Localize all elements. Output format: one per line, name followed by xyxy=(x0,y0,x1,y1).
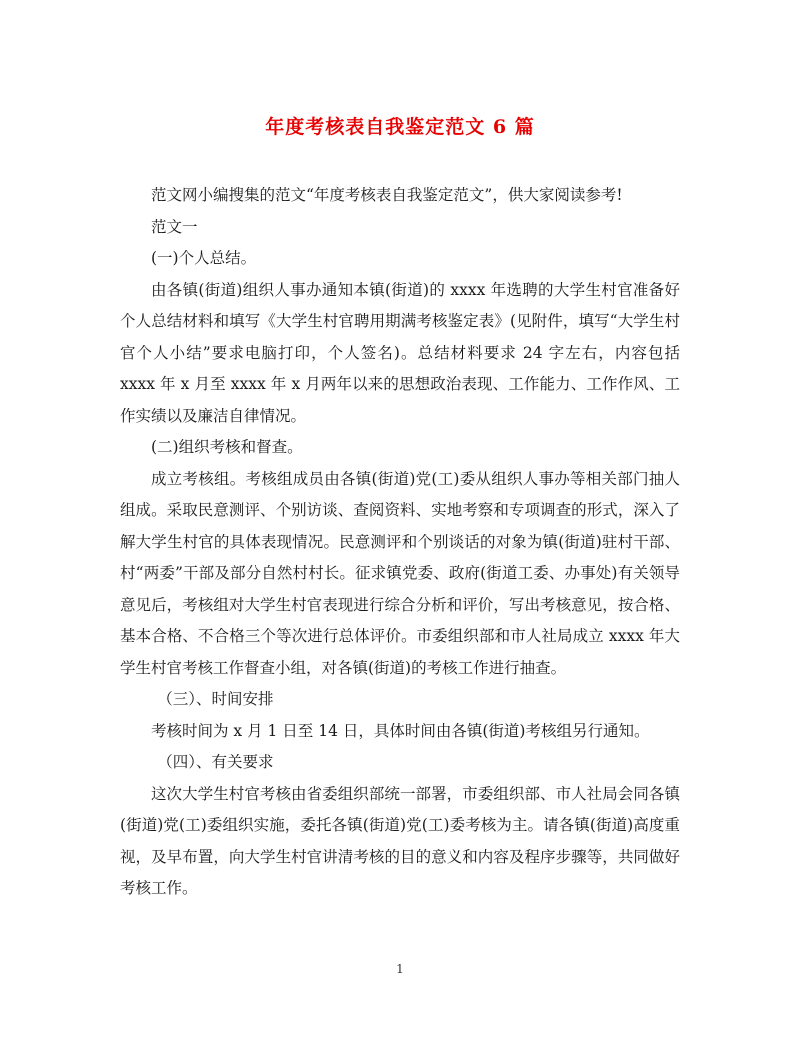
body-paragraph-4: 这次大学生村官考核由省委组织部统一部署，市委组织部、市人社局会同各镇(街道)党(工)委组织实施，委托各镇(街道)党(工)委考核为主。请各镇(街道)高度重视，及早布置，向大学生村官讲清考核的目的意义和内容及程序步骤等，共同做好考核工作。 xyxy=(120,784,680,897)
body-paragraph-2: 成立考核组。考核组成员由各镇(街道)党(工)委从组织人事办等相关部门抽人组成。采取民意测评、个别访谈、查阅资料、实地考察和专项调查的形式，深入了解大学生村官的具体表现情况。民意测评和个别谈话的对象为镇(街道)驻村干部、村“两委”干部及部分自然村村长。征求镇党委、政府(街道工委、办事处)有关领导意见后，考核组对大学生村官表现进行综合分析和评价，写出考核意见，按合格、基本合格、不合格三个等次进行总体评价。市委组织部和市人社局成立 xxxx 年大学生村官考核工作督查小组，对各镇(街道)的考核工作进行抽查。 xyxy=(120,469,680,677)
section-heading-4: （四）、有关要求 xyxy=(157,753,274,771)
section-heading-2: (二)组织考核和督查。 xyxy=(151,438,303,456)
intro-paragraph: 范文网小编搜集的范文“年度考核表自我鉴定范文”，供大家阅读参考! xyxy=(151,186,623,204)
section-heading-3: （三）、时间安排 xyxy=(157,690,274,708)
document-body xyxy=(120,180,680,905)
section-heading-1: (一)个人总结。 xyxy=(151,249,257,267)
page-number: 1 xyxy=(396,962,404,976)
document-title: 年度考核表自我鉴定范文 6 篇 xyxy=(265,116,535,138)
body-paragraph-3: 考核时间为 x 月 1 日至 14 日，具体时间由各镇(街道)考核组另行通知。 xyxy=(151,721,650,740)
sample-heading: 范文一 xyxy=(151,217,198,236)
body-paragraph-1: 由各镇(街道)组织人事办通知本镇(街道)的 xxxx 年选聘的大学生村官准备好个人总结材料和填写《大学生村官聘用期满考核鉴定表》(见附件，填写“大学生村官个人小结”要求电脑打印，个人签名)。总结材料要求 24 字左右，内容包括 xxxx 年 x 月至 xxxx 年 x 月两年以来的思想政治表现、工作能力、工作作风、工作实绩以及廉洁自律情况。 xyxy=(120,280,680,425)
